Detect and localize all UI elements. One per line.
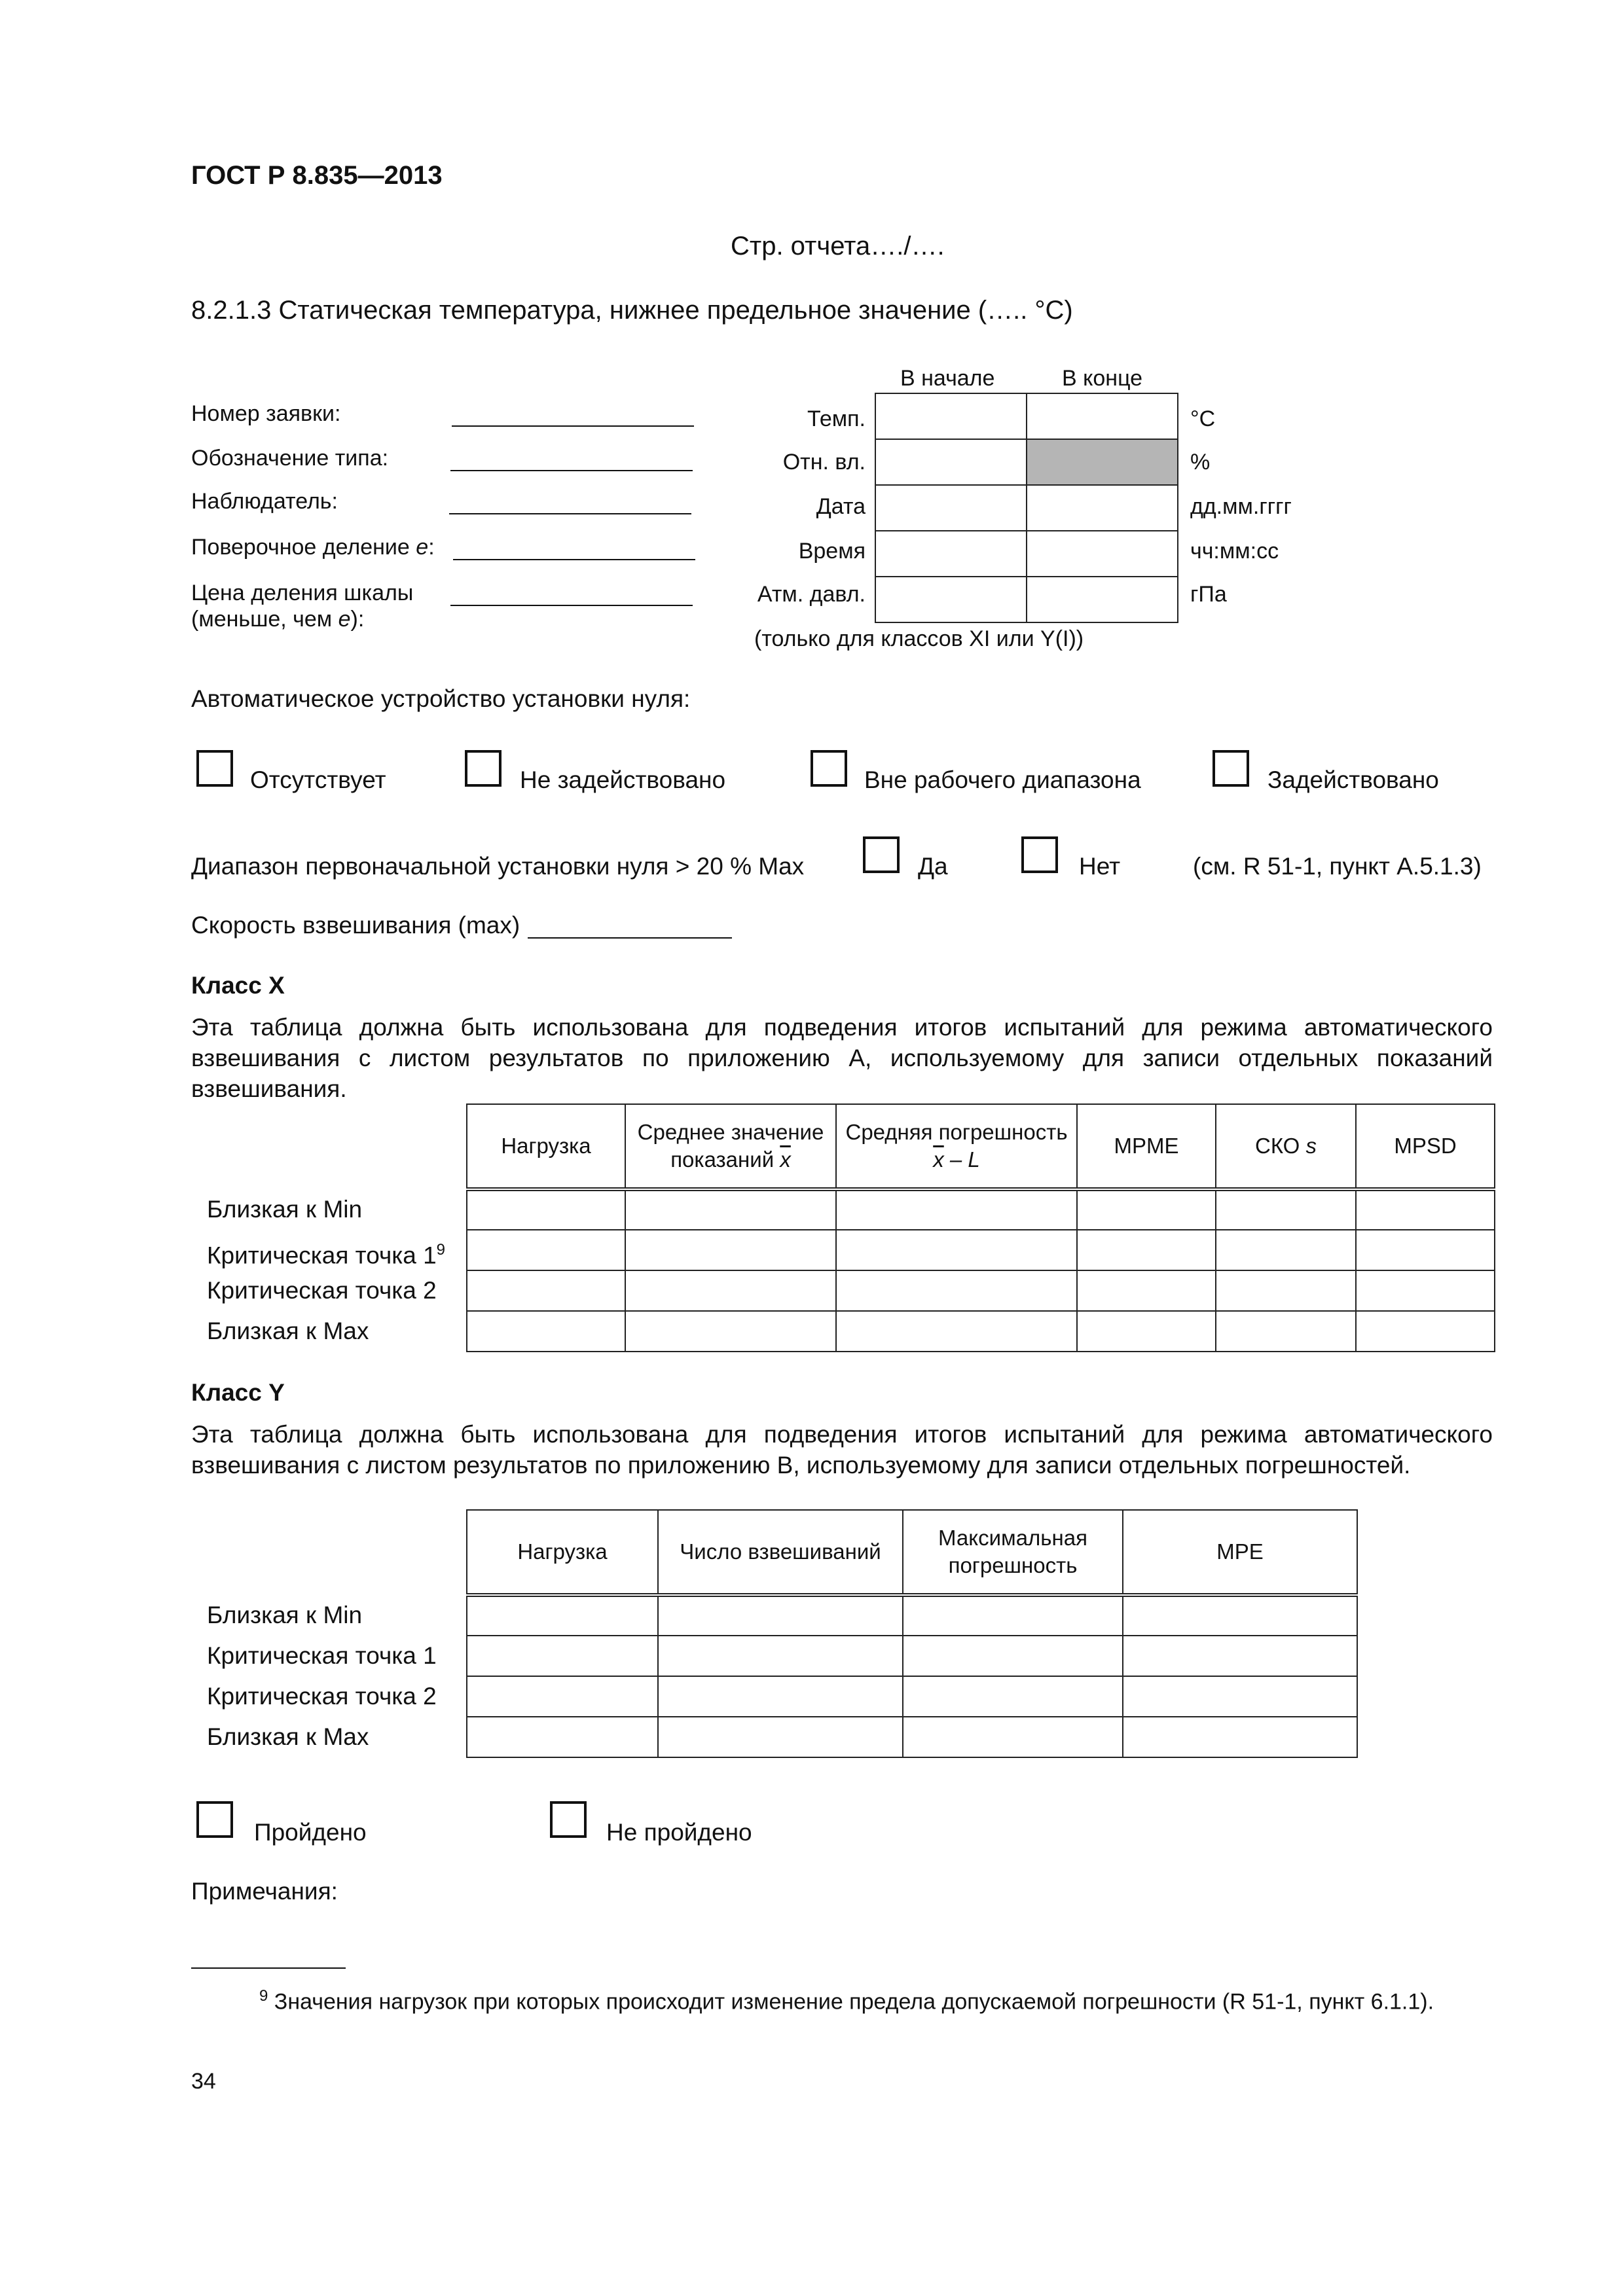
table-cell[interactable] — [467, 1595, 658, 1636]
table-cell[interactable] — [467, 1189, 625, 1230]
col-start-header: В начале — [900, 366, 995, 391]
col-load-header: Нагрузка — [467, 1510, 658, 1595]
observer-line[interactable] — [449, 513, 691, 514]
table-cell[interactable] — [1356, 1311, 1495, 1352]
cond-unit: гПа — [1190, 582, 1227, 607]
table-cell[interactable] — [467, 1311, 625, 1352]
notes-label: Примечания: — [191, 1878, 338, 1905]
table-cell[interactable] — [658, 1636, 903, 1676]
class-y-title: Класс Y — [191, 1379, 285, 1406]
table-cell[interactable] — [467, 1676, 658, 1717]
table-cell[interactable] — [1077, 1230, 1216, 1270]
table-cell[interactable] — [1356, 1189, 1495, 1230]
report-page-number: Стр. отчета…./…. — [731, 232, 945, 260]
conditions-note: (только для классов XI или Y(I)) — [754, 626, 1084, 651]
not-engaged-label: Не задействовано — [520, 766, 726, 793]
col-max-error-header: Максимальная погрешность — [903, 1510, 1123, 1595]
class-y-row-label: Близкая к Min — [207, 1602, 363, 1628]
absent-checkbox[interactable] — [196, 750, 233, 787]
cond-row-label: Атм. давл. — [757, 582, 866, 607]
type-designation-label: Обозначение типа: — [191, 446, 389, 471]
time-end-cell[interactable] — [1027, 531, 1178, 577]
table-cell[interactable] — [1356, 1230, 1495, 1270]
footnote-separator — [191, 1967, 346, 1969]
pressure-start-cell[interactable] — [875, 577, 1027, 622]
out-of-range-checkbox[interactable] — [811, 750, 847, 787]
temp-end-cell[interactable] — [1027, 393, 1178, 439]
date-end-cell[interactable] — [1027, 485, 1178, 531]
section-title: 8.2.1.3 Статическая температура, нижнее предельное значение (….. °С) — [191, 296, 1073, 325]
not-engaged-checkbox[interactable] — [465, 750, 501, 787]
passed-label: Пройдено — [254, 1819, 367, 1846]
footnote-text: $^9$ Значения нагрузок при которых происходит изменение предела допускаемой погрешности (R 51-1, пункт 6.1.1). — [259, 1987, 1434, 2015]
page-number: 34 — [191, 2069, 216, 2094]
table-cell[interactable] — [658, 1595, 903, 1636]
col-count-header: Число взвешиваний — [658, 1510, 903, 1595]
table-cell[interactable] — [1123, 1636, 1357, 1676]
table-cell[interactable] — [1356, 1270, 1495, 1311]
table-cell[interactable] — [836, 1311, 1077, 1352]
table-cell[interactable] — [1123, 1676, 1357, 1717]
failed-label: Не пройдено — [606, 1819, 752, 1846]
class-x-title: Класс Х — [191, 972, 285, 999]
col-sko-header: СКО s — [1216, 1104, 1356, 1189]
pressure-end-cell[interactable] — [1027, 577, 1178, 622]
temp-start-cell[interactable] — [875, 393, 1027, 439]
observer-label: Наблюдатель: — [191, 489, 338, 514]
date-start-cell[interactable] — [875, 485, 1027, 531]
zero-device-title: Автоматическое устройство установки нуля: — [191, 685, 691, 712]
scale-division-line[interactable] — [450, 605, 693, 606]
type-designation-line[interactable] — [450, 470, 693, 471]
table-cell[interactable] — [903, 1636, 1123, 1676]
zero-range-yes-label: Да — [918, 853, 948, 880]
col-mpe-header: MPE — [1123, 1510, 1357, 1595]
verification-division-label: Поверочное деление е: — [191, 535, 435, 560]
table-cell[interactable] — [658, 1676, 903, 1717]
table-cell[interactable] — [1123, 1595, 1357, 1636]
class-y-row-label: Критическая точка 1 — [207, 1642, 437, 1669]
table-cell[interactable] — [1216, 1230, 1356, 1270]
table-cell[interactable] — [625, 1270, 836, 1311]
speed-line[interactable] — [528, 937, 732, 939]
table-cell[interactable] — [1077, 1311, 1216, 1352]
table-cell[interactable] — [625, 1311, 836, 1352]
table-cell[interactable] — [903, 1717, 1123, 1757]
class-x-description: Эта таблица должна быть использована для подведения итогов испытаний для режима автоматического взвешивания с листом результатов по приложению А, используемому для записи отдельных показаний взвешивания. — [191, 1014, 1493, 1102]
absent-label: Отсутствует — [250, 766, 386, 793]
cond-unit: чч:мм:сс — [1190, 539, 1279, 564]
cond-unit: % — [1190, 450, 1211, 475]
table-cell[interactable] — [467, 1270, 625, 1311]
footnote-reference[interactable]: 9 — [436, 1241, 446, 1259]
engaged-checkbox[interactable] — [1213, 750, 1249, 787]
cond-row-label: Темп. — [807, 406, 866, 431]
table-cell[interactable] — [1077, 1189, 1216, 1230]
scale-division-label: Цена деления шкалы — [191, 581, 414, 605]
class-x-row-label: Близкая к Min — [207, 1196, 363, 1223]
cond-row-label: Дата — [816, 494, 866, 519]
table-cell[interactable] — [625, 1230, 836, 1270]
class-y-row-label: Близкая к Max — [207, 1723, 369, 1750]
table-cell[interactable] — [467, 1636, 658, 1676]
col-mean-error-header: Средняя погрешность $\overline{x}$ – L — [836, 1104, 1077, 1189]
table-cell[interactable] — [658, 1717, 903, 1757]
humidity-start-cell[interactable] — [875, 439, 1027, 485]
cond-unit: °С — [1190, 406, 1216, 431]
col-mpsd-header: MPSD — [1356, 1104, 1495, 1189]
cond-unit: дд.мм.гггг — [1190, 494, 1292, 519]
table-cell[interactable] — [836, 1230, 1077, 1270]
class-x-row-label: Критическая точка 2 — [207, 1277, 437, 1304]
table-cell[interactable] — [1077, 1270, 1216, 1311]
table-cell[interactable] — [903, 1676, 1123, 1717]
table-cell[interactable] — [836, 1270, 1077, 1311]
table-cell[interactable] — [625, 1189, 836, 1230]
class-y-table — [466, 1509, 1358, 1758]
col-mean-header: Среднее значение показаний $\overline{x}$ — [625, 1104, 836, 1189]
col-end-header: В конце — [1062, 366, 1143, 391]
failed-checkbox[interactable] — [550, 1801, 587, 1838]
zero-range-reference: (см. R 51-1, пункт А.5.1.3) — [1193, 853, 1482, 880]
table-cell[interactable] — [467, 1230, 625, 1270]
cond-row-label: Время — [798, 539, 866, 564]
conditions-grid — [875, 393, 1178, 623]
table-cell[interactable] — [1216, 1270, 1356, 1311]
application-number-label: Номер заявки: — [191, 401, 341, 426]
zero-range-yes-checkbox[interactable] — [863, 836, 900, 873]
verification-division-line[interactable] — [453, 559, 695, 560]
class-y-row-label: Критическая точка 2 — [207, 1683, 437, 1710]
cond-row-label: Отн. вл. — [782, 450, 866, 475]
zero-range-label: Диапазон первоначальной установки нуля > 20 % Max — [191, 853, 805, 880]
class-x-row-label: Критическая точка $1^9$ — [207, 1241, 446, 1269]
class-x-row-label: Близкая к Max — [207, 1318, 369, 1344]
standard-header: ГОСТ Р 8.835—2013 — [191, 161, 443, 190]
humidity-end-cell-shaded — [1027, 439, 1178, 485]
table-cell[interactable] — [836, 1189, 1077, 1230]
time-start-cell[interactable] — [875, 531, 1027, 577]
class-x-table — [466, 1103, 1495, 1352]
table-cell[interactable] — [1216, 1189, 1356, 1230]
col-load-header: Нагрузка — [467, 1104, 625, 1189]
zero-range-no-label: Нет — [1079, 853, 1121, 880]
out-of-range-label: Вне рабочего диапазона — [864, 766, 1141, 793]
table-cell[interactable] — [903, 1595, 1123, 1636]
passed-checkbox[interactable] — [196, 1801, 233, 1838]
scale-division-label-2: (меньше, чем е): — [191, 607, 365, 632]
table-cell[interactable] — [1216, 1311, 1356, 1352]
col-mpme-header: MPME — [1077, 1104, 1216, 1189]
table-cell[interactable] — [467, 1717, 658, 1757]
table-cell[interactable] — [1123, 1717, 1357, 1757]
zero-range-no-checkbox[interactable] — [1021, 836, 1058, 873]
engaged-label: Задействовано — [1267, 766, 1439, 793]
application-number-line[interactable] — [452, 425, 694, 427]
class-y-description: Эта таблица должна быть использована для подведения итогов испытаний для режима автоматического взвешивания с листом результатов по приложению В, используемому для записи отдельных погрешностей. — [191, 1421, 1493, 1479]
speed-label: Скорость взвешивания (max) — [191, 912, 520, 939]
